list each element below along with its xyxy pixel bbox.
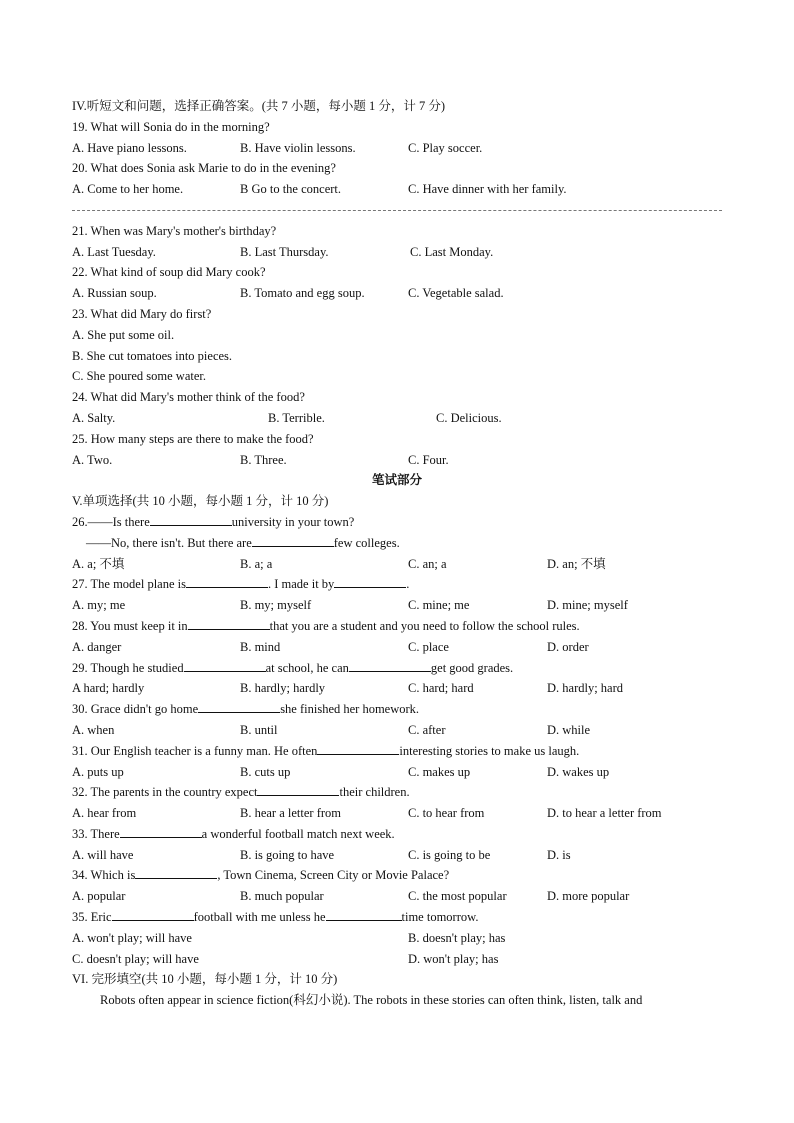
option-c[interactable]: C. to hear from [408,806,485,821]
question-26-reply [72,533,722,554]
question-25-stem: 25. How many steps are there to make the food? [72,431,314,446]
stem-text: . I made it by [267,577,335,592]
stem-text: 27. The model plane is [72,577,186,592]
question-33-options [72,845,722,866]
option-a[interactable]: A. puts up [72,764,124,779]
option-d[interactable]: D. while [547,722,591,737]
answer-blank[interactable] [334,574,406,588]
option-c[interactable]: C. hard; hard [408,681,474,696]
option-b[interactable]: B. doesn't play; has [408,930,506,945]
option-b[interactable]: B. my; myself [240,598,312,613]
option-a[interactable]: A. a; 不填 [72,556,125,571]
stem-text: football with me unless he [193,910,326,925]
question-30-options [72,720,722,741]
question-30-stem [72,699,722,720]
stem-text: interesting stories to make us laugh. [399,743,580,758]
question-35-stem [72,907,722,928]
option-c[interactable]: C. Vegetable salad. [408,286,504,301]
question-32-options [72,803,722,824]
option-d[interactable]: D. to hear a letter from [547,806,662,821]
option-d[interactable]: D. an; 不填 [547,556,606,571]
option-d[interactable]: D. more popular [547,889,630,904]
written-section-title: 笔试部分 [371,473,422,488]
dashed-divider [72,200,722,221]
option-a[interactable]: A. danger [72,639,122,654]
stem-text: that you are a student and you need to follow the school rules. [269,618,580,633]
option-c[interactable]: C. is going to be [408,847,491,862]
stem-text: 26.——Is there [72,514,150,529]
option-d[interactable]: D. hardly; hard [547,681,624,696]
option-c[interactable]: C. Have dinner with her family. [408,182,567,197]
question-24-stem: 24. What did Mary's mother think of the food? [72,390,305,405]
exam-page [72,96,722,1011]
option-b[interactable]: B. cuts up [240,764,291,779]
stem-text: 29. Though he studied [72,660,184,675]
question-33-stem [72,824,722,845]
option-a[interactable]: A. popular [72,889,126,904]
option-c[interactable]: C. doesn't play; will have [72,951,199,966]
stem-text: 35. Eric [72,910,112,925]
stem-text: a wonderful football match next week. [201,826,395,841]
question-22-stem: 22. What kind of soup did Mary cook? [72,265,266,280]
stem-text: time tomorrow. [401,910,479,925]
stem-text: 30. Grace didn't go home [72,702,199,717]
option-c[interactable]: C. place [408,639,449,654]
option-a[interactable]: A. won't play; will have [72,930,192,945]
option-b[interactable]: B. Terrible. [268,410,325,425]
stem-text: at school, he can [265,660,349,675]
question-20-stem: 20. What does Sonia ask Marie to do in the evening? [72,161,336,176]
question-21-stem: 21. When was Mary's mother's birthday? [72,223,277,238]
option-b[interactable]: B. a; a [240,556,273,571]
stem-text: get good grades. [430,660,514,675]
answer-blank[interactable] [317,741,399,755]
answer-blank[interactable] [257,782,339,796]
question-27-options [72,595,722,616]
answer-blank[interactable] [120,824,202,838]
option-a[interactable]: A. She put some oil. [72,327,175,342]
option-a[interactable]: A. Have piano lessons. [72,140,187,155]
answer-blank[interactable] [184,658,266,672]
option-a[interactable]: A. Two. [72,452,113,467]
question-35-options-row2 [72,949,722,970]
option-a[interactable]: A. Salty. [72,410,116,425]
stem-text: few colleges. [333,535,400,550]
stem-text: 34. Which is [72,868,136,883]
question-25-options [72,450,722,471]
option-b[interactable]: B. until [240,722,278,737]
option-a[interactable]: A. Come to her home. [72,182,184,197]
answer-blank[interactable] [150,512,232,526]
question-34-options [72,886,722,907]
option-c[interactable]: C. an; a [408,556,447,571]
stem-text: university in your town? [231,514,355,529]
stem-text: , Town Cinema, Screen City or Movie Palace? [217,868,450,883]
answer-blank[interactable] [135,865,217,879]
option-b[interactable]: B. hardly; hardly [240,681,326,696]
question-29-stem [72,658,722,679]
option-c[interactable]: C. Play soccer. [408,140,483,155]
question-23-stem: 23. What did Mary do first? [72,306,212,321]
answer-blank[interactable] [112,907,194,921]
stem-text: 33. There [72,826,120,841]
option-a[interactable]: A. will have [72,847,134,862]
stem-text: 32. The parents in the country expect [72,785,258,800]
question-26-stem [72,512,722,533]
cloze-passage: Robots often appear in science fiction(科幻小说). The robots in these stories can often think, listen, talk and [100,993,643,1008]
option-d[interactable]: D. order [547,639,589,654]
question-31-options [72,762,722,783]
option-b[interactable]: B Go to the concert. [240,182,342,197]
question-19-stem: 19. What will Sonia do in the morning? [72,119,270,134]
option-b[interactable]: B. much popular [240,889,324,904]
question-28-options [72,637,722,658]
stem-text: ——No, there isn't. But there are [86,535,252,550]
option-b[interactable]: B. is going to have [240,847,335,862]
option-d[interactable]: D. is [547,847,571,862]
answer-blank[interactable] [349,658,431,672]
option-a[interactable]: A hard; hardly [72,681,145,696]
option-c[interactable]: C. the most popular [408,889,507,904]
option-b[interactable]: B. Have violin lessons. [240,140,356,155]
stem-text: 31. Our English teacher is a funny man. He often [72,743,318,758]
question-26-options [72,554,722,575]
option-d[interactable]: D. wakes up [547,764,610,779]
answer-blank[interactable] [186,574,268,588]
option-d[interactable]: D. won't play; has [408,951,499,966]
option-a[interactable]: A. hear from [72,806,137,821]
option-c[interactable]: C. after [408,722,446,737]
option-b[interactable]: B. Tomato and egg soup. [240,286,365,301]
option-b[interactable]: B. mind [240,639,281,654]
answer-blank[interactable] [326,907,402,921]
option-b[interactable]: B. Three. [240,452,287,467]
option-c[interactable]: C. She poured some water. [72,369,207,384]
question-29-options [72,678,722,699]
section-5-heading: V.单项选择(共 10 小题，每小题 1 分，计 10 分) [72,494,329,509]
option-c[interactable]: C. Last Monday. [410,244,494,259]
stem-text: . [406,577,410,592]
question-28-stem [72,616,722,637]
option-c[interactable]: C. mine; me [408,598,470,613]
section-6-heading: VI. 完形填空(共 10 小题，每小题 1 分，计 10 分) [72,972,338,987]
stem-text: 28. You must keep it in [72,618,188,633]
stem-text: she finished her homework. [280,702,420,717]
option-c[interactable]: C. makes up [408,764,471,779]
option-b[interactable]: B. She cut tomatoes into pieces. [72,348,233,363]
question-22-options [72,283,722,304]
option-a[interactable]: A. my; me [72,598,126,613]
answer-blank[interactable] [198,699,280,713]
option-c[interactable]: C. Delicious. [436,410,502,425]
option-a[interactable]: A. Last Tuesday. [72,244,156,259]
question-35-options-row1 [72,928,722,949]
question-21-options [72,242,722,263]
question-31-stem [72,741,722,762]
question-32-stem [72,782,722,803]
option-d[interactable]: D. mine; myself [547,598,628,613]
option-b[interactable]: B. Last Thursday. [240,244,329,259]
option-b[interactable]: B. hear a letter from [240,806,341,821]
question-34-stem [72,865,722,886]
section-4-heading: IV.听短文和问题，选择正确答案。(共 7 小题，每小题 1 分，计 7 分) [72,99,446,113]
option-a[interactable]: A. Russian soup. [72,286,157,301]
question-20-options [72,179,722,200]
question-27-stem [72,574,722,595]
option-a[interactable]: A. when [72,722,115,737]
answer-blank[interactable] [252,533,334,547]
stem-text: their children. [339,785,410,800]
option-c[interactable]: C. Four. [408,452,449,467]
question-24-options [72,408,722,429]
question-19-options [72,138,722,159]
answer-blank[interactable] [188,616,270,630]
